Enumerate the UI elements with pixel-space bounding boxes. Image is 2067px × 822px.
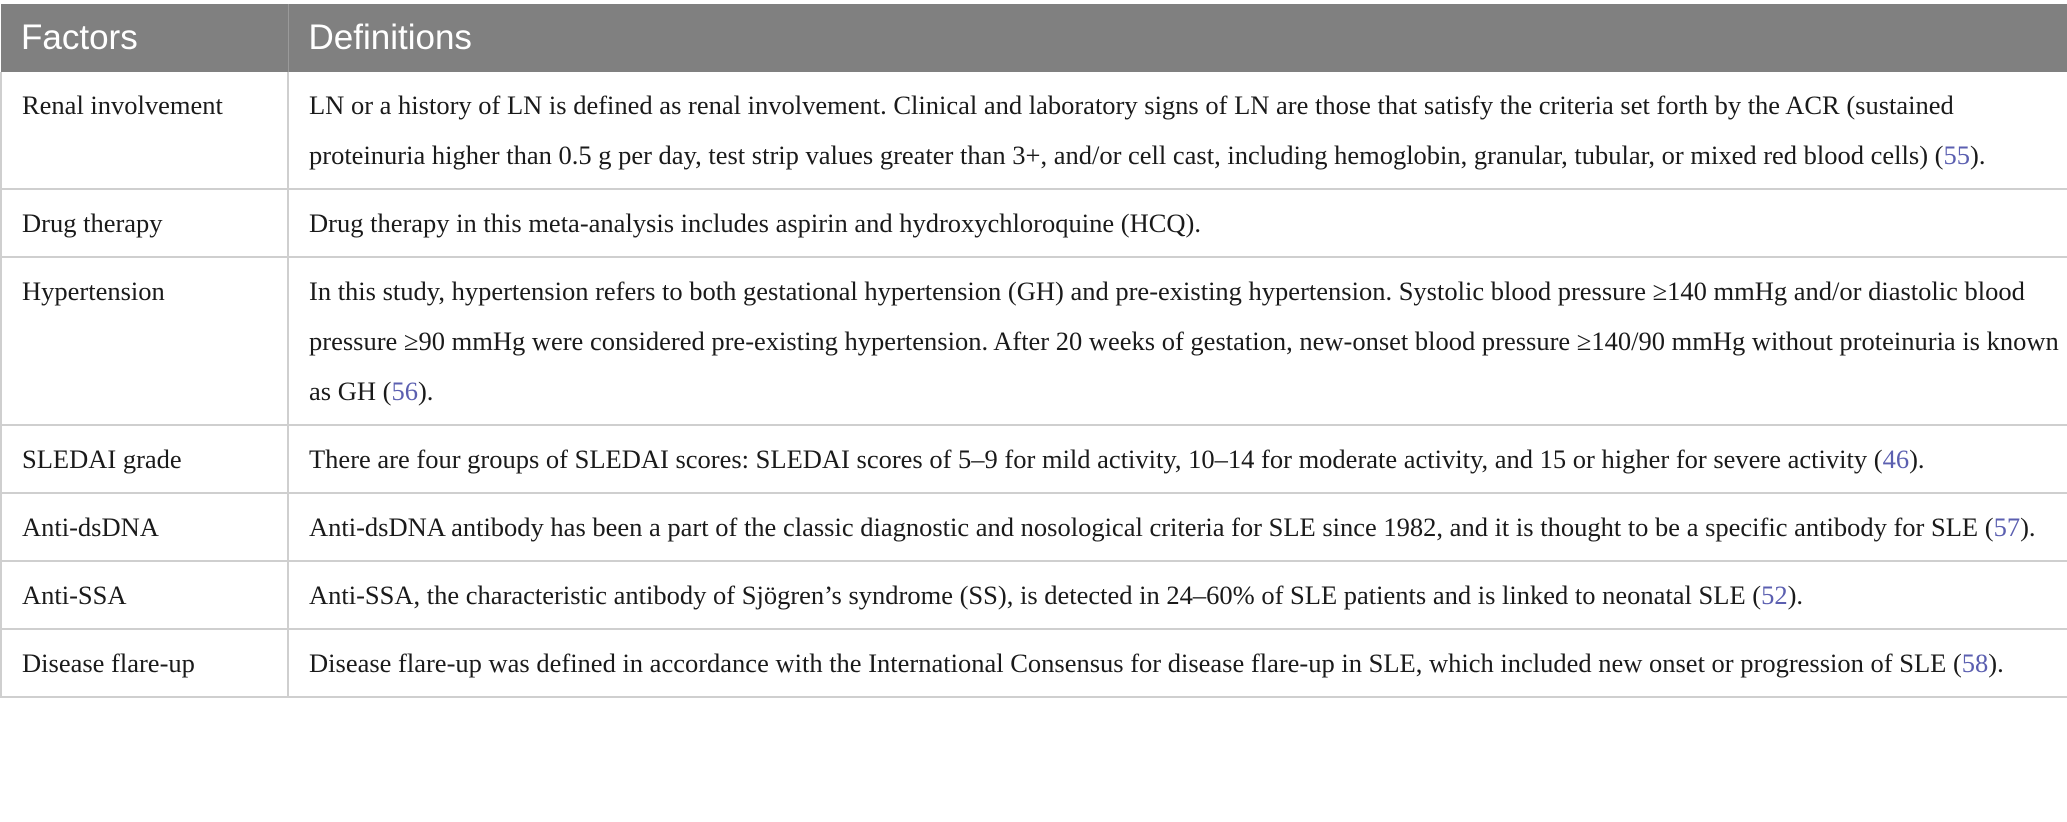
definitions-table — [0, 4, 2067, 698]
table-row — [1, 561, 2067, 629]
table-row — [1, 425, 2067, 493]
factor-cell: Drug therapy — [1, 189, 288, 257]
definition-text-end: ). — [1909, 444, 1925, 474]
definition-cell — [288, 493, 2067, 561]
definition-text: In this study, hypertension refers to both gestational hypertension (GH) and pre-existing hypertension. Systolic blood pressure ≥140 mmHg and/or diastolic blood pressure ≥90 mmHg were considered pre-existing hypertension. After 20 weeks of gestation, new-onset blood pressure ≥140/90 mmHg without proteinuria is known as GH ( — [309, 276, 2059, 406]
header-factors: Factors — [1, 4, 288, 72]
reference-link[interactable]: 46 — [1882, 444, 1910, 474]
header-row — [1, 4, 2067, 72]
reference-link[interactable]: 56 — [391, 376, 418, 406]
factor-cell: SLEDAI grade — [1, 425, 288, 493]
table-row — [1, 493, 2067, 561]
definition-text-end: ). — [417, 376, 434, 406]
definition-text-end: ). — [1970, 140, 1986, 170]
table-header — [1, 4, 2067, 72]
factor-cell: Disease flare-up — [1, 629, 288, 697]
reference-link[interactable]: 57 — [1993, 512, 2021, 542]
reference-link[interactable]: 55 — [1943, 140, 1970, 170]
definition-cell — [288, 257, 2067, 425]
definition-text-end: ). — [2020, 512, 2036, 542]
definition-cell — [288, 425, 2067, 493]
factor-cell: Anti-dsDNA — [1, 493, 288, 561]
reference-link[interactable]: 58 — [1961, 648, 1989, 678]
definitions-table-wrapper — [0, 4, 2067, 698]
definition-text: Anti-dsDNA antibody has been a part of the classic diagnostic and nosological criteria for SLE since 1982, and it is thought to be a specific antibody for SLE ( — [309, 512, 1994, 542]
definition-text-end: ). — [1988, 648, 2004, 678]
definition-cell — [288, 561, 2067, 629]
table-body — [1, 72, 2067, 697]
factor-cell: Renal involvement — [1, 72, 288, 189]
definition-cell — [288, 189, 2067, 257]
factor-cell: Hypertension — [1, 257, 288, 425]
definition-cell — [288, 629, 2067, 697]
definition-text: Drug therapy in this meta-analysis includes aspirin and hydroxychloroquine (HCQ). — [309, 208, 1201, 238]
definition-text: LN or a history of LN is defined as renal involvement. Clinical and laboratory signs of LN are those that satisfy the criteria set forth by the ACR (sustained proteinuria higher than 0.5 g per day, test strip values greater than 3+, and/or cell cast, including hemoglobin, granular, tubular, or mixed red blood cells) ( — [309, 90, 1954, 170]
reference-link[interactable]: 52 — [1761, 580, 1788, 610]
table-row — [1, 189, 2067, 257]
definition-text: Disease flare-up was defined in accordance with the International Consensus for disease flare-up in SLE, which included new onset or progression of SLE ( — [309, 648, 1962, 678]
definition-text-end: ). — [1787, 580, 1804, 610]
table-row — [1, 72, 2067, 189]
definition-text: There are four groups of SLEDAI scores: SLEDAI scores of 5–9 for mild activity, 10–14 for moderate activity, and 15 or higher for severe activity ( — [309, 444, 1883, 474]
table-row — [1, 257, 2067, 425]
header-definitions: Definitions — [288, 4, 2067, 72]
definition-text: Anti-SSA, the characteristic antibody of Sjögren’s syndrome (SS), is detected in 24–60% of SLE patients and is linked to neonatal SLE ( — [309, 580, 1762, 610]
definition-cell — [288, 72, 2067, 189]
factor-cell: Anti-SSA — [1, 561, 288, 629]
table-row — [1, 629, 2067, 697]
